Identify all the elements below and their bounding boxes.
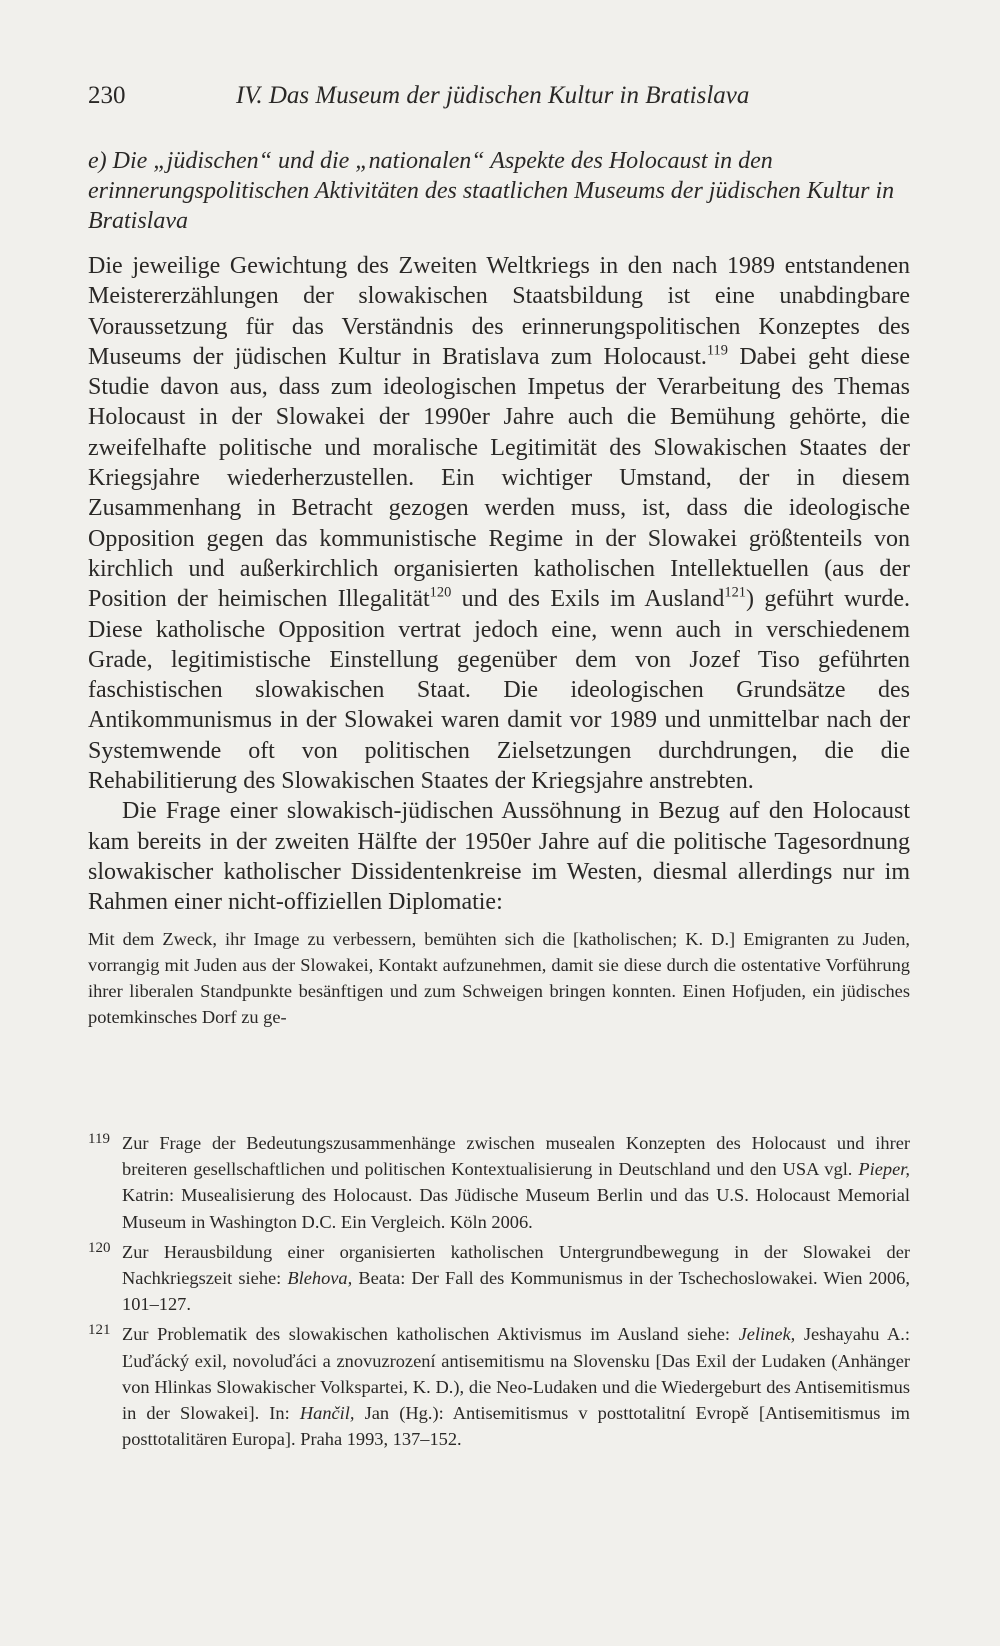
running-title: IV. Das Museum der jüdischen Kultur in Bratislava	[236, 82, 750, 109]
page-number: 230	[88, 82, 126, 109]
footnote-ref-120: 120	[429, 584, 452, 601]
footnote-text: Zur Herausbildung einer organisierten katholischen Untergrundbewegung in der Slowakei der Nachkriegszeit siehe:	[122, 1241, 910, 1289]
paragraph-1	[88, 251, 910, 796]
footnote-text: Beata: Der Fall des Kommunismus in der Tschechoslowakei. Wien 2006, 101–127.	[122, 1268, 910, 1315]
footnote-ref-119: 119	[706, 342, 728, 359]
paragraph-1-part-1: Die jeweilige Gewichtung des Zweiten Weltkriegs in den nach 1989 entstandenen Meistererzählungen der slowakischen Staatsbildung ist eine unabdingbare Voraussetzung für das Verständnis des erinnerungspolitischen Konzeptes des Museums der jüdischen Kultur in Bratislava zum Holocaust.	[88, 253, 910, 370]
footnote-author: Blehova,	[287, 1268, 353, 1289]
paragraph-1-part-4: ) geführt wurde. Diese katholische Opposition vertrat jedoch eine, wenn auch in verschiedenem Grade, legitimistische Einstellung gegenüber dem von Jozef Tiso geführten faschistischen slowakischen Staat. Die ideologischen Grundsätze des Antikommunismus in der Slowakei waren damit vor 1989 und unmittelbar nach der Systemwende oft von politischen Zielsetzungen durchdrungen, die die Rehabilitierung des Slowakischen Staates der Kriegsjahre anstrebten.	[88, 586, 910, 795]
paragraph-1-part-2: Dabei geht diese Studie davon aus, dass zum ideologischen Impetus der Verarbeitung des Themas Holocaust in der Slowakei der 1990er Jahre auch die Bemühung gehörte, die zweifelhafte politische und moralische Legitimität des Slowakischen Staates der Kriegsjahre wiederherzustellen. Ein wichtiger Umstand, der in diesem Zusammenhang in Betracht gezogen werden muss, ist, dass die ideologische Opposition gegen das kommunistische Regime in der Slowakei größtenteils von kirchlich und außerkirchlich organisierten katholischen Intellektuellen (aus der Position der heimischen Illegalität	[88, 343, 911, 613]
footnote-number: 121	[88, 1322, 111, 1339]
footnote-ref-121: 121	[724, 584, 746, 601]
footnote-120	[88, 1239, 910, 1318]
footnote-number: 119	[88, 1131, 110, 1147]
footnotes	[88, 1130, 910, 1456]
footnote-author: Pieper,	[858, 1159, 910, 1180]
block-quote: Mit dem Zweck, ihr Image zu verbessern, bemühten sich die [katholischen; K. D.] Emigranten zu Juden, vorrangig mit Juden aus der Slowakei, Kontakt aufzunehmen, damit sie diese durch die ostentative Vorführung ihrer liberalen Standpunkte besänftigen und zum Schweigen bringen konnten. Einen Hofjuden, ein jüdisches potemkinsches Dorf zu ge-	[88, 928, 910, 1028]
section-title: e) Die „jüdischen“ und die „nationalen“ Aspekte des Holocaust in den erinnerungspolitischen Aktivitäten des staatlichen Museums der jüdischen Kultur in Bratislava	[88, 148, 895, 234]
footnote-number: 120	[88, 1239, 111, 1256]
footnote-text: Katrin: Musealisierung des Holocaust. Das Jüdische Museum Berlin und das U.S. Holocaust Memorial Museum in Washington D.C. Ein Vergleich. Köln 2006.	[122, 1185, 910, 1232]
book-page	[88, 0, 910, 1646]
footnote-text: Jan (Hg.): Antisemitismus v posttotalitní Evropě [Antisemitismus im posttotalitären Europa]. Praha 1993, 137–152.	[122, 1403, 910, 1450]
running-head	[88, 80, 910, 112]
body-text	[88, 251, 910, 1030]
footnote-119	[88, 1130, 910, 1235]
footnote-text: Zur Problematik des slowakischen katholischen Aktivismus im Ausland siehe:	[122, 1324, 739, 1345]
footnote-author: Jelinek,	[738, 1324, 796, 1345]
paragraph-1-part-3: und des Exils im Ausland	[451, 586, 725, 613]
footnote-121	[88, 1321, 910, 1452]
footnote-text: Jeshayahu A.: Ľuďácký exil, novoluďáci a znovuzrození antisemitismu na Slovensku [Das Exil der Ludaken (Anhänger von Hlinkas Slowakischer Volkspartei, K. D.), die Neo-Ludaken und die Wiedergeburt des Antisemitismus in der Slowakei]. In:	[122, 1324, 910, 1424]
paragraph-2: Die Frage einer slowakisch-jüdischen Aussöhnung in Bezug auf den Holocaust kam bereits in der zweiten Hälfte der 1950er Jahre auf die politische Tagesordnung slowakischer katholischer Dissidentenkreise im Westen, diesmal allerdings nur im Rahmen einer nicht-offiziellen Diplomatie:	[88, 798, 910, 916]
footnote-author: Hančil,	[299, 1403, 355, 1424]
footnote-text: Zur Frage der Bedeutungszusammenhänge zwischen musealen Konzepten des Holocaust und ihrer breiteren gesellschaftlichen und politischen Kontextualisierung in Deutschland und den USA vgl.	[122, 1133, 910, 1180]
